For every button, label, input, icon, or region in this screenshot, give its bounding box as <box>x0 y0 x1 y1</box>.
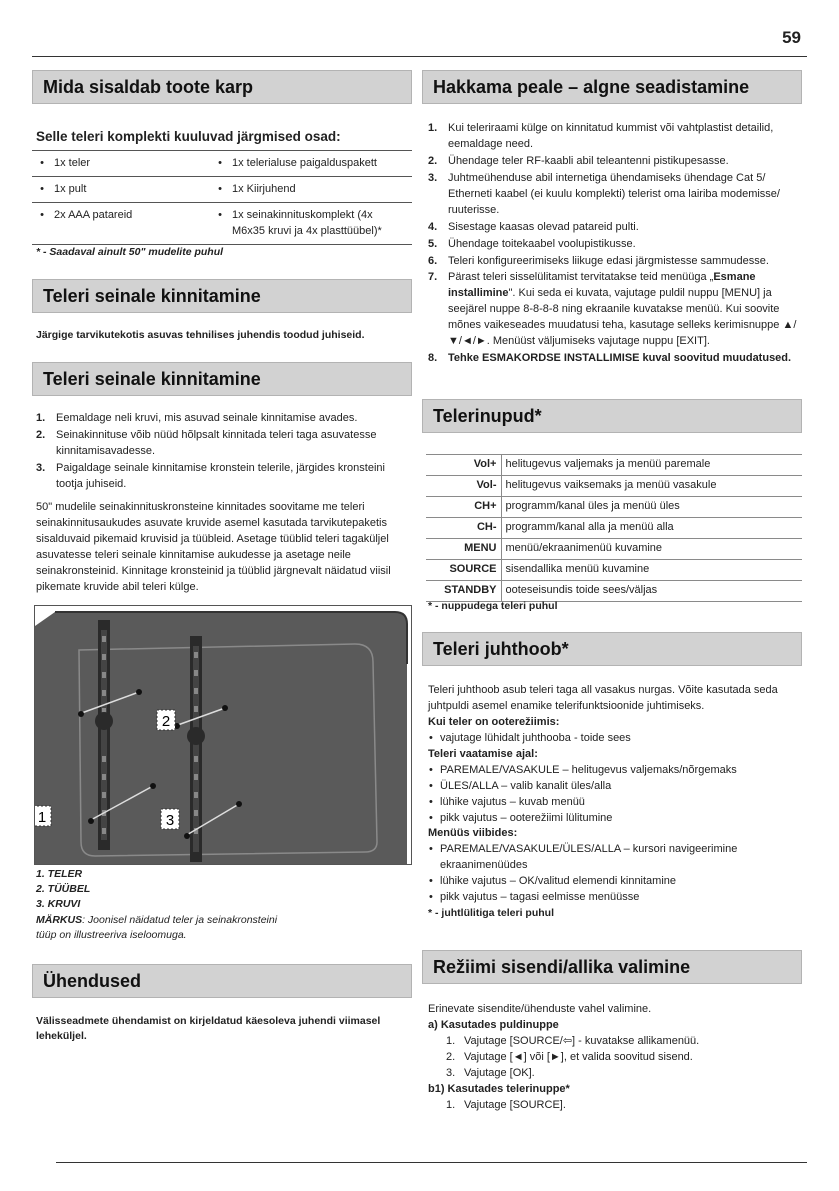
table-row: Vol- helitugevus vaiksemaks ja menüü vasakule <box>426 475 802 496</box>
joystick-watch-label: Teleri vaatamise ajal: <box>428 747 538 760</box>
step8-text: Tehke ESMAKORDSE INSTALLIMISE kuval soovitud muudatused. <box>448 352 792 365</box>
connections-text: Välisseadmete ühendamist on kirjeldatud käesoleva juhendi viimasel leheküljel. <box>36 1015 381 1043</box>
source-heading: Režiimi sisendi/allika valimine <box>422 950 802 984</box>
joystick-note: * - juhtlülitiga teleri puhul <box>428 907 554 920</box>
box-contents-table <box>32 150 412 245</box>
source-remote-steps <box>428 1034 802 1082</box>
box-contents-note: * - Saadaval ainult 50" mudelite puhul <box>36 246 224 258</box>
table-row: • 1x teler • 1x telerialuse paigalduspakett <box>32 151 412 177</box>
source-tv-buttons-label: b1) Kasutades telerinuppe* <box>428 1082 570 1095</box>
list-item: • vajutage lühidalt juhthooba - toide sees <box>428 731 802 747</box>
joystick-section <box>428 683 802 921</box>
list-item: • pikk vajutus – ooterežiimi lülitumine <box>428 811 802 827</box>
wall-mount-heading-1: Teleri seinale kinnitamine <box>32 279 412 313</box>
joystick-watch-list <box>428 763 802 827</box>
table-row: • 2x AAA patareid • 1x seinakinnituskomplekt (4x M6x35 kruvi ja 4x plasttüübel)* <box>32 202 412 244</box>
source-section <box>428 1002 802 1114</box>
joystick-heading: Teleri juhthoob* <box>422 632 802 666</box>
step7-text: Pärast teleri sisselülitamist tervitatakse teid menüüga „ <box>448 271 714 284</box>
list-item: 3. Vajutage [OK]. <box>446 1066 535 1079</box>
table-row: MENU menüü/ekraanimenüü kuvamine <box>426 538 802 559</box>
table-cell: 1x seinakinnituskomplekt (4x M6x35 kruvi ja 4x plasttüübel)* <box>228 202 412 244</box>
tv-bracket-drawing <box>35 606 412 865</box>
joystick-menu-label: Menüüs viibides: <box>428 827 518 840</box>
joystick-standby-label: Kui teler on ooterežiimis: <box>428 715 560 728</box>
list-item: 2. Seinakinnituse võib nüüd hõlpsalt kinnitada teleri taga asuvatesse kinnitamisavadesse. <box>36 428 377 457</box>
list-item: 1. Vajutage [SOURCE]. <box>446 1098 566 1111</box>
page-number: 59 <box>782 28 801 47</box>
joystick-menu-list <box>428 842 802 906</box>
source-remote-label: a) Kasutades puldinuppe <box>428 1018 559 1031</box>
source-intro: Erinevate sisendite/ühenduste vahel valimine. <box>428 1003 652 1015</box>
caption-item-2: 2. TÜÜBEL <box>36 883 91 896</box>
callout-label-3: 3 <box>165 812 175 829</box>
table-row: CH+ programm/kanal üles ja menüü üles <box>426 496 802 517</box>
wall-mount-illustration <box>34 605 412 865</box>
wall-mount-paragraph: 50" mudelile seinakinnituskronsteine kinnitades soovitame me teleri seinakinnitusaukudes asuvate kruvide asemel kasutada tarvikutepaketis sisalduvaid pikemaid kruvisid ja tüübleid. Asetage tüüblid teleri tagaküljel asuvatesse teleri seinale kinnitamise aukudesse ja asetage neile seinakronsteinid. Kinnitage kronsteinid ja tüüblid järgnevalt näidatud viisil pikemate kruvide abil teleri külge. <box>36 501 391 593</box>
table-row: CH- programm/kanal alla ja menüü alla <box>426 517 802 538</box>
callout-label-1: 1 <box>37 809 47 826</box>
table-row: Vol+ helitugevus valjemaks ja menüü paremale <box>426 455 802 476</box>
table-cell: 1x telerialuse paigalduspakett <box>228 151 412 177</box>
caption-item-1: 1. TELER <box>36 868 83 880</box>
table-cell: 1x pult <box>50 176 210 202</box>
joystick-intro: Teleri juhthoob asub teleri taga all vasakus nurgas. Võite kasutada seda juhtpuldi asemel enamike telerifunktsioonide juhtimiseks. <box>428 684 778 712</box>
list-item: • ÜLES/ALLA – valib kanalit üles/alla <box>428 779 802 795</box>
wall-mount-heading-2: Teleri seinale kinnitamine <box>32 362 412 396</box>
figure-caption <box>36 867 412 943</box>
bottom-rule <box>56 1162 807 1163</box>
list-item: 8. Tehke ESMAKORDSE INSTALLIMISE kuval soovitud muudatused. <box>426 351 802 367</box>
table-row: • 1x pult • 1x Kiirjuhend <box>32 176 412 202</box>
list-item: 7. Pärast teleri sisselülitamist tervitatakse teid menüüga „Esmane installimine". Kui seda ei kuvata, vajutage puldil nuppu [MENU] ja seejärel nuppe 8-8-8-8 ning ekraanile kuvatakse menüü. Kui soovite mõnes vaikeseades muudatusi teha, kasutage selleks kerimisnuppe ▲/▼/◄/►. Menüüst väljumiseks vajutage nuppu [EXIT]. <box>428 271 797 348</box>
list-item: • pikk vajutus – tagasi eelmisse menüüsse <box>428 890 802 906</box>
buttons-note: * - nuppudega teleri puhul <box>428 600 558 612</box>
callout-label-2: 2 <box>161 713 171 730</box>
caption-remark-label: MÄRKUS <box>36 913 83 926</box>
step7-text-end: ". Kui seda ei kuvata, vajutage puldil nuppu [MENU] ja seejärel nuppe 8-8-8-8 ning ekraanile kuvatakse menüü. Kui soovite mõnes vaikeseades muudatusi teha, kasutage selleks kerimisnuppe ▲/▼/◄/►. Menüüst väljumiseks vajutage nuppu [EXIT]. <box>448 287 797 348</box>
list-item: • lühike vajutus – kuvab menüü <box>428 795 802 811</box>
step7-bold: Esmane installimine <box>448 271 756 300</box>
list-item: • lühike vajutus – OK/valitud elemendi kinnitamine <box>428 874 802 890</box>
box-contents-heading: Mida sisaldab toote karp <box>32 70 412 104</box>
list-item: 1. Vajutage [SOURCE/⇦] - kuvatakse allikamenüü. <box>446 1034 700 1047</box>
list-item: 3. Juhtmeühenduse abil internetiga ühendamiseks ühendage Cat 5/ Etherneti kaabel (ei kuulu komplekti) telerist oma lairiba modemisse/ ruuterisse. <box>428 171 780 216</box>
list-item: 6. Teleri konfigureerimiseks liikuge edasi järgmistesse sammudesse. <box>428 254 769 267</box>
list-item: 1. Eemaldage neli kruvi, mis asuvad seinale kinnitamise avades. <box>36 412 358 424</box>
list-item: 4. Sisestage kaasas olevad patareid pulti. <box>428 220 639 233</box>
table-cell: 2x AAA patareid <box>50 202 210 244</box>
list-item: • PAREMALE/VASAKULE/ÜLES/ALLA – kursori navigeerimine ekraanimenüüdes <box>428 842 802 874</box>
buttons-table <box>426 454 802 602</box>
box-contents-subtitle: Selle teleri komplekti kuuluvad järgmised osad: <box>36 129 341 144</box>
table-cell: 1x Kiirjuhend <box>228 176 412 202</box>
wall-mount-steps <box>34 411 412 494</box>
caption-item-3: 3. KRUVI <box>36 898 81 911</box>
table-row: STANDBY ooteseisundis toide sees/väljas <box>426 580 802 601</box>
setup-steps <box>426 121 802 368</box>
list-item: 5. Ühendage toitekaabel voolupistikusse. <box>428 237 636 250</box>
list-item: 1. Kui teleriraami külge on kinnitatud kummist või vahtplastist detailid, eemaldage need. <box>428 122 774 150</box>
wall-mount-instruction: Järgige tarvikutekotis asuvas tehnilises juhendis toodud juhiseid. <box>36 329 365 341</box>
top-rule <box>32 56 807 57</box>
list-item: 2. Vajutage [◄] või [►], et valida soovitud sisend. <box>446 1050 693 1063</box>
table-row: SOURCE sisendallika menüü kuvamine <box>426 559 802 580</box>
joystick-standby-list <box>428 731 802 747</box>
list-item: • PAREMALE/VASAKULE – helitugevus valjemaks/nõrgemaks <box>428 763 802 779</box>
list-item: 3. Paigaldage seinale kinnitamise kronstein telerile, järgides kronsteini tootja juhiseid. <box>36 461 385 490</box>
connections-heading: Ühendused <box>32 964 412 998</box>
buttons-heading: Telerinupud* <box>422 399 802 433</box>
source-tv-buttons-steps <box>428 1098 802 1114</box>
caption-remark: : Joonisel näidatud teler ja seinakronsteini tüüp on illustreeriva iseloomuga. <box>36 913 278 941</box>
table-cell: 1x teler <box>50 151 210 177</box>
setup-heading: Hakkama peale – algne seadistamine <box>422 70 802 104</box>
list-item: 2. Ühendage teler RF-kaabli abil teleantenni pistikupesasse. <box>428 154 729 167</box>
